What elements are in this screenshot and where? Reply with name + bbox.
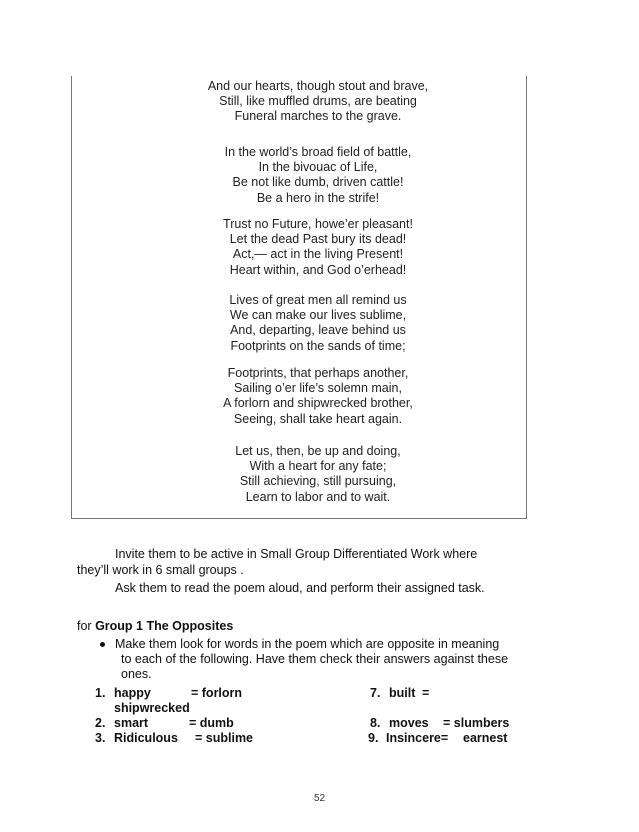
poem-line: Be not like dumb, driven cattle! [232, 175, 404, 190]
item-word: moves [389, 716, 429, 730]
item-word: happy [114, 686, 151, 700]
item-answer: = dumb [189, 716, 234, 730]
poem-line: We can make our lives sublime, [229, 308, 407, 323]
group-heading [77, 619, 233, 633]
list-item [95, 686, 243, 700]
poem-stanza [72, 145, 546, 206]
list-item [114, 701, 190, 715]
item-number: 1. [95, 686, 106, 700]
poem-line: Let the dead Past bury its dead! [229, 232, 407, 247]
item-word: built [389, 686, 416, 700]
poem-line: Trust no Future, howe’er pleasant! [223, 217, 413, 231]
poem-line: Still, like muffled drums, are beating [219, 94, 417, 109]
item-answer: = sublime [195, 731, 254, 745]
poem-line: Still achieving, still pursuing, [239, 474, 397, 489]
poem-line: In the world’s broad field of battle, [224, 145, 412, 159]
item-number: 2. [95, 716, 106, 730]
page-number: 52 [313, 793, 326, 804]
list-item [95, 731, 254, 745]
list-item [370, 686, 430, 700]
poem-line: Act,— act in the living Present! [232, 247, 404, 262]
instruction-line-3: Ask them to read the poem aloud, and perform their assigned task. [115, 581, 485, 595]
instruction-line-2: they’ll work in 6 small groups . [77, 563, 244, 577]
list-item [370, 716, 510, 730]
item-number: 3. [95, 731, 106, 745]
poem-line: A forlorn and shipwrecked brother, [223, 396, 413, 411]
poem-line: Seeing, shall take heart again. [233, 411, 403, 426]
item-word: smart [114, 716, 149, 730]
poem-line: Heart within, and God o’erhead! [229, 262, 407, 277]
list-item [368, 731, 508, 745]
instruction-line-1: Invite them to be active in Small Group Differentiated Work where [115, 547, 478, 561]
poem-line: Footprints on the sands of time; [230, 338, 406, 353]
item-number: 9. [368, 731, 379, 745]
item-number: 7. [370, 686, 381, 700]
item-word: Ridiculous [114, 731, 178, 745]
poem-line: Be a hero in the strife! [256, 190, 380, 205]
poem-line: Lives of great men all remind us [229, 293, 407, 307]
poem-stanza [72, 366, 546, 427]
poem-box [71, 76, 527, 519]
item-number: 8. [370, 716, 381, 730]
item-answer: earnest [463, 731, 508, 745]
list-item [95, 716, 234, 730]
poem-line: Let us, then, be up and doing, [235, 444, 401, 458]
bullet-icon [100, 642, 105, 647]
poem-stanza [72, 217, 546, 278]
bullet-text-1: Make them look for words in the poem which are opposite in meaning [115, 637, 500, 651]
group-heading-prefix: for [77, 619, 96, 633]
item-answer: = [422, 686, 430, 700]
group-title: Group 1 The Opposites [95, 619, 234, 633]
poem-stanza [72, 444, 546, 505]
poem-line: And our hearts, though stout and brave, [207, 79, 429, 93]
item-word: shipwrecked [114, 701, 190, 715]
item-answer: = slumbers [443, 716, 510, 730]
bullet-text-2: to each of the following. Have them check their answers against these [121, 652, 509, 666]
poem-stanza [72, 293, 546, 354]
poem-line: Footprints, that perhaps another, [227, 366, 409, 380]
poem-stanza [72, 79, 546, 125]
poem-line: Learn to labor and to wait. [245, 489, 391, 504]
poem-line: Funeral marches to the grave. [234, 109, 402, 124]
poem-line: Sailing o’er life’s solemn main, [234, 381, 402, 396]
poem-line: With a heart for any fate; [249, 459, 387, 474]
item-word: Insincere= [386, 731, 449, 745]
bullet-text-3: ones. [121, 667, 152, 681]
poem-line: In the bivouac of Life, [258, 160, 378, 175]
poem-line: And, departing, leave behind us [230, 323, 406, 338]
item-answer: = forlorn [191, 686, 243, 700]
